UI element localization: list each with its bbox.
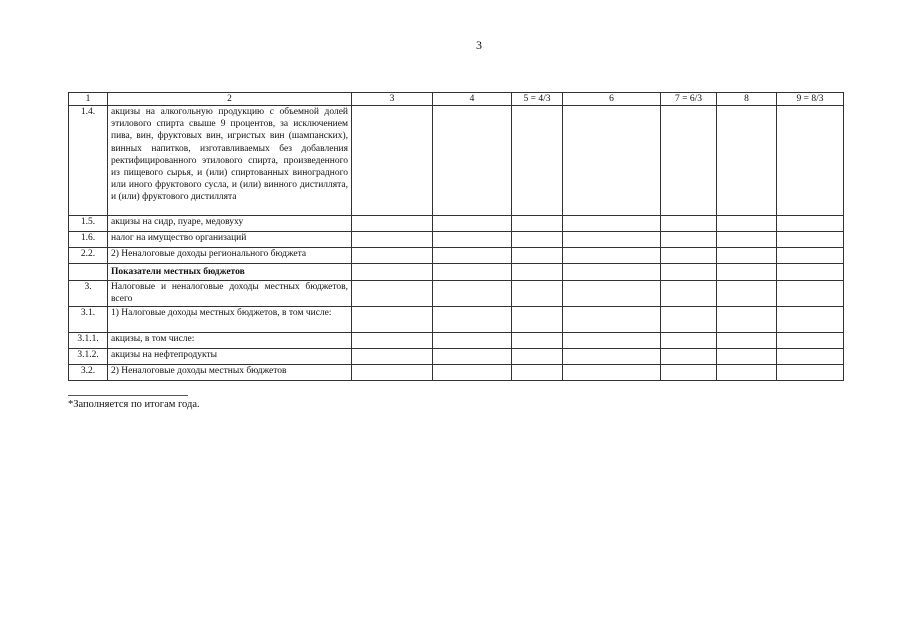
value-cell — [563, 281, 661, 307]
value-cell — [777, 106, 844, 216]
row-description: акцизы на нефтепродукты — [108, 349, 352, 365]
value-cell — [433, 281, 512, 307]
value-cell — [563, 106, 661, 216]
value-cell — [563, 216, 661, 232]
row-description: Налоговые и неналоговые доходы местных бюджетов, всего — [108, 281, 352, 307]
table-row — [69, 264, 844, 281]
footnote: *Заполняется по итогам года. — [68, 399, 200, 410]
value-cell — [661, 216, 717, 232]
row-number: 3. — [69, 281, 108, 307]
value-cell — [717, 232, 777, 248]
value-cell — [777, 216, 844, 232]
column-header: 7 = 6/3 — [661, 93, 717, 106]
row-number: 1.6. — [69, 232, 108, 248]
value-cell — [352, 349, 433, 365]
value-cell — [433, 216, 512, 232]
table-header-row — [69, 93, 844, 106]
row-description: 1) Налоговые доходы местных бюджетов, в том числе: — [108, 307, 352, 333]
value-cell — [661, 264, 717, 281]
value-cell — [512, 365, 563, 381]
value-cell — [777, 307, 844, 333]
column-header: 2 — [108, 93, 352, 106]
row-number: 3.1. — [69, 307, 108, 333]
column-header: 5 = 4/3 — [512, 93, 563, 106]
row-number: 1.5. — [69, 216, 108, 232]
value-cell — [352, 333, 433, 349]
value-cell — [717, 365, 777, 381]
value-cell — [717, 281, 777, 307]
column-header: 9 = 8/3 — [777, 93, 844, 106]
column-header: 3 — [352, 93, 433, 106]
table-row — [69, 248, 844, 264]
row-number: 1.4. — [69, 106, 108, 216]
value-cell — [512, 232, 563, 248]
column-header: 1 — [69, 93, 108, 106]
row-description: налог на имущество организаций — [108, 232, 352, 248]
value-cell — [512, 349, 563, 365]
value-cell — [352, 232, 433, 248]
value-cell — [352, 106, 433, 216]
value-cell — [563, 264, 661, 281]
value-cell — [352, 365, 433, 381]
value-cell — [777, 248, 844, 264]
value-cell — [433, 106, 512, 216]
row-description: акцизы на сидр, пуаре, медовуху — [108, 216, 352, 232]
table-row — [69, 333, 844, 349]
row-number: 3.1.2. — [69, 349, 108, 365]
value-cell — [512, 281, 563, 307]
value-cell — [717, 307, 777, 333]
value-cell — [661, 281, 717, 307]
row-number — [69, 264, 108, 281]
value-cell — [352, 248, 433, 264]
value-cell — [512, 106, 563, 216]
value-cell — [352, 307, 433, 333]
indicators-table — [68, 92, 844, 381]
value-cell — [433, 307, 512, 333]
value-cell — [563, 307, 661, 333]
value-cell — [352, 216, 433, 232]
row-description: акцизы на алкогольную продукцию с объемной долей этилового спирта свыше 9 процентов, за исключением пива, вин, фруктовых вин, игристых вин (шампанских), винных напитков, изготавливаемых без добавления ректифицированного этилового спирта, произведенного из пищевого сырья, и (или) спиртованных виноградного или иного фруктового сусла, и (или) винного дистиллята, и (или) фруктового дистиллята — [108, 106, 352, 216]
value-cell — [717, 216, 777, 232]
row-description: 2) Неналоговые доходы местных бюджетов — [108, 365, 352, 381]
value-cell — [717, 349, 777, 365]
row-number: 3.2. — [69, 365, 108, 381]
value-cell — [661, 248, 717, 264]
column-header: 8 — [717, 93, 777, 106]
value-cell — [661, 307, 717, 333]
value-cell — [433, 248, 512, 264]
value-cell — [661, 232, 717, 248]
table-row — [69, 307, 844, 333]
value-cell — [352, 281, 433, 307]
value-cell — [563, 333, 661, 349]
column-header: 6 — [563, 93, 661, 106]
value-cell — [433, 365, 512, 381]
value-cell — [563, 232, 661, 248]
row-description: акцизы, в том числе: — [108, 333, 352, 349]
value-cell — [717, 333, 777, 349]
table-row — [69, 349, 844, 365]
value-cell — [512, 216, 563, 232]
row-description: 2) Неналоговые доходы регионального бюджета — [108, 248, 352, 264]
table-row — [69, 216, 844, 232]
value-cell — [717, 248, 777, 264]
value-cell — [352, 264, 433, 281]
value-cell — [563, 248, 661, 264]
value-cell — [661, 106, 717, 216]
table-row — [69, 106, 844, 216]
section-heading: Показатели местных бюджетов — [108, 264, 352, 281]
value-cell — [661, 349, 717, 365]
value-cell — [777, 365, 844, 381]
value-cell — [777, 281, 844, 307]
table-row — [69, 281, 844, 307]
footnote-divider — [68, 395, 188, 396]
value-cell — [563, 349, 661, 365]
value-cell — [433, 232, 512, 248]
value-cell — [512, 307, 563, 333]
value-cell — [512, 264, 563, 281]
table-row — [69, 232, 844, 248]
row-number: 2.2. — [69, 248, 108, 264]
value-cell — [433, 349, 512, 365]
value-cell — [717, 264, 777, 281]
value-cell — [777, 264, 844, 281]
value-cell — [563, 365, 661, 381]
page-number: 3 — [476, 38, 482, 52]
value-cell — [433, 333, 512, 349]
value-cell — [433, 264, 512, 281]
table-row — [69, 365, 844, 381]
value-cell — [661, 365, 717, 381]
value-cell — [717, 106, 777, 216]
value-cell — [777, 333, 844, 349]
value-cell — [512, 248, 563, 264]
value-cell — [777, 349, 844, 365]
row-number: 3.1.1. — [69, 333, 108, 349]
value-cell — [661, 333, 717, 349]
value-cell — [777, 232, 844, 248]
column-header: 4 — [433, 93, 512, 106]
value-cell — [512, 333, 563, 349]
